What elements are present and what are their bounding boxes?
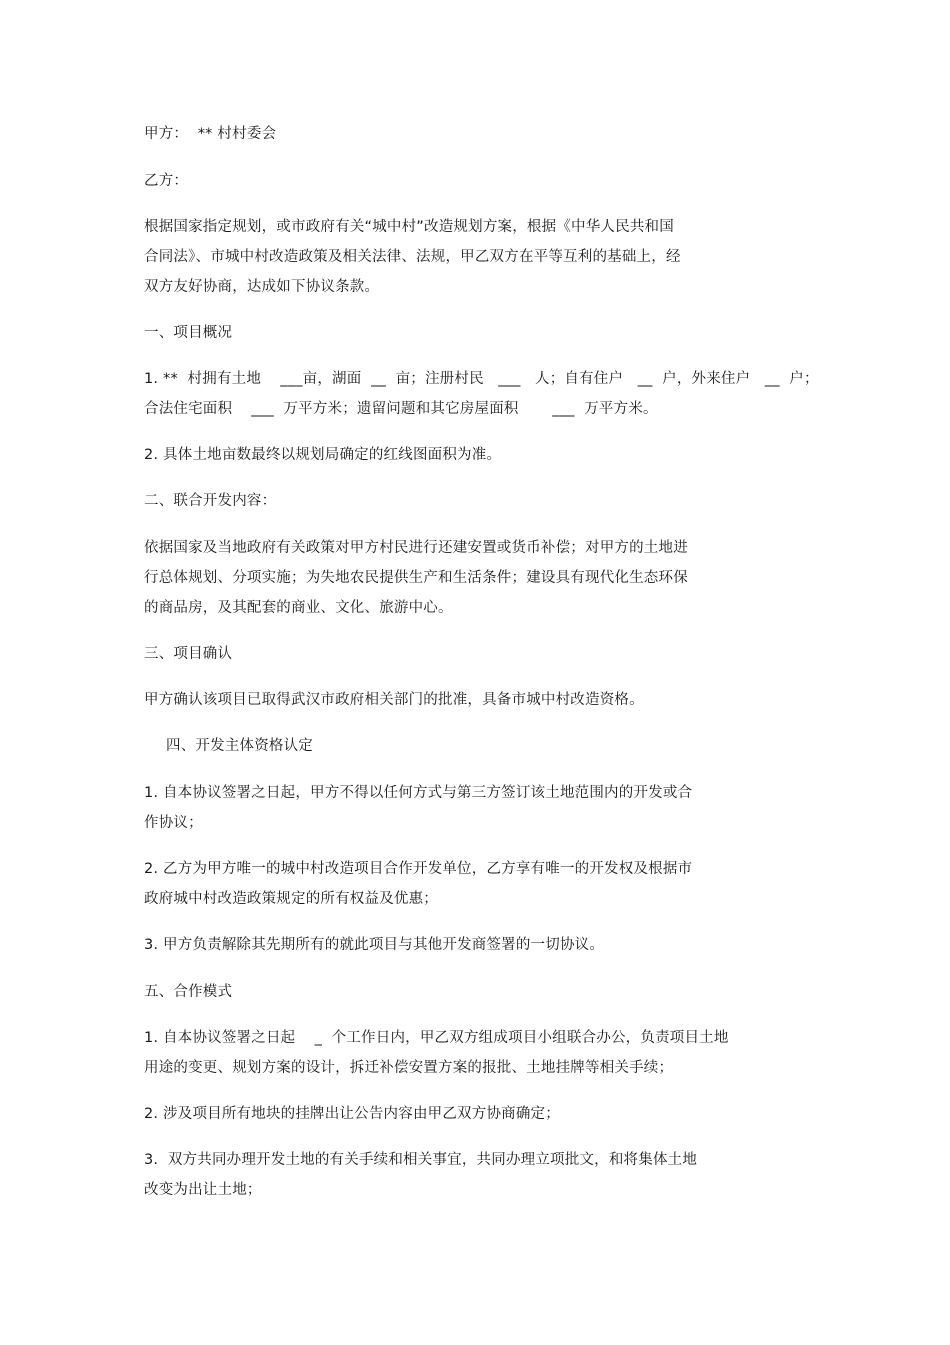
section-5-item-1-line-1: 1. 自本协议签署之日起 _ 个工作日内，甲乙双方组成项目小组联合办公，负责项目土地 (144, 1030, 729, 1046)
section-4-heading: 四、开发主体资格认定 (166, 738, 313, 754)
party-a-line: 甲方： ** 村村委会 (144, 126, 277, 142)
preamble-line-2: 合同法》、市城中村改造政策及相关法律、法规，甲乙双方在平等互利的基础上，经 (144, 249, 681, 265)
preamble-line-3: 双方友好协商，达成如下协议条款。 (144, 279, 380, 295)
section-4-item-3: 3. 甲方负责解除其先期所有的就此项目与其他开发商签署的一切协议。 (144, 937, 605, 953)
section-5-item-2: 2. 涉及项目所有地块的挂牌出让公告内容由甲乙双方协商确定； (144, 1106, 560, 1122)
section-5-item-1-line-2: 用途的变更、规划方案的设计，拆迁补偿安置方案的报批、土地挂牌等相关手续； (144, 1060, 674, 1076)
section-1-item-1-line-2: 合法住宅面积 ___ 万平方米；遗留问题和其它房屋面积 ___ 万平方米。 (144, 401, 658, 417)
section-4-item-2-line-2: 政府城中村改造政策规定的所有权益及优惠； (144, 891, 438, 907)
section-3-body: 甲方确认该项目已取得武汉市政府相关部门的批准，具备市城中村改造资格。 (144, 692, 644, 708)
section-4-item-1-line-1: 1. 自本协议签署之日起，甲方不得以任何方式与第三方签订该土地范围内的开发或合 (144, 785, 693, 801)
section-5-item-3-line-2: 改变为出让土地； (144, 1182, 262, 1198)
section-2-heading: 二、联合开发内容： (144, 493, 277, 509)
section-4-item-1-line-2: 作协议； (144, 815, 203, 831)
section-1-item-1-line-1: 1. ** 村拥有土地 ___亩，湖面 __ 亩；注册村民 ___ 人；自有住户 __ 户，外来住户 __ 户； (144, 371, 819, 387)
section-2-line-2: 行总体规划、分项实施；为失地农民提供生产和生活条件；建设具有现代化生态环保 (144, 570, 688, 586)
section-3-heading: 三、项目确认 (144, 646, 233, 662)
preamble-line-1: 根据国家指定规划，或市政府有关“城中村”改造规划方案，根据《中华人民共和国 (144, 219, 674, 235)
section-5-item-3-line-1: 3. 双方共同办理开发土地的有关手续和相关事宜，共同办理立项批文，和将集体土地 (144, 1152, 698, 1168)
party-b-line: 乙方： (144, 173, 189, 189)
section-2-line-3: 的商品房，及其配套的商业、文化、旅游中心。 (144, 600, 453, 616)
section-2-line-1: 依据国家及当地政府有关政策对甲方村民进行还建安置或货币补偿；对甲方的土地进 (144, 540, 688, 556)
section-1-heading: 一、项目概况 (144, 325, 233, 341)
section-4-item-2-line-1: 2. 乙方为甲方唯一的城中村改造项目合作开发单位，乙方享有唯一的开发权及根据市 (144, 861, 693, 877)
section-5-heading: 五、合作模式 (144, 984, 233, 1000)
section-1-item-2: 2. 具体土地亩数最终以规划局确定的红线图面积为准。 (144, 447, 502, 463)
